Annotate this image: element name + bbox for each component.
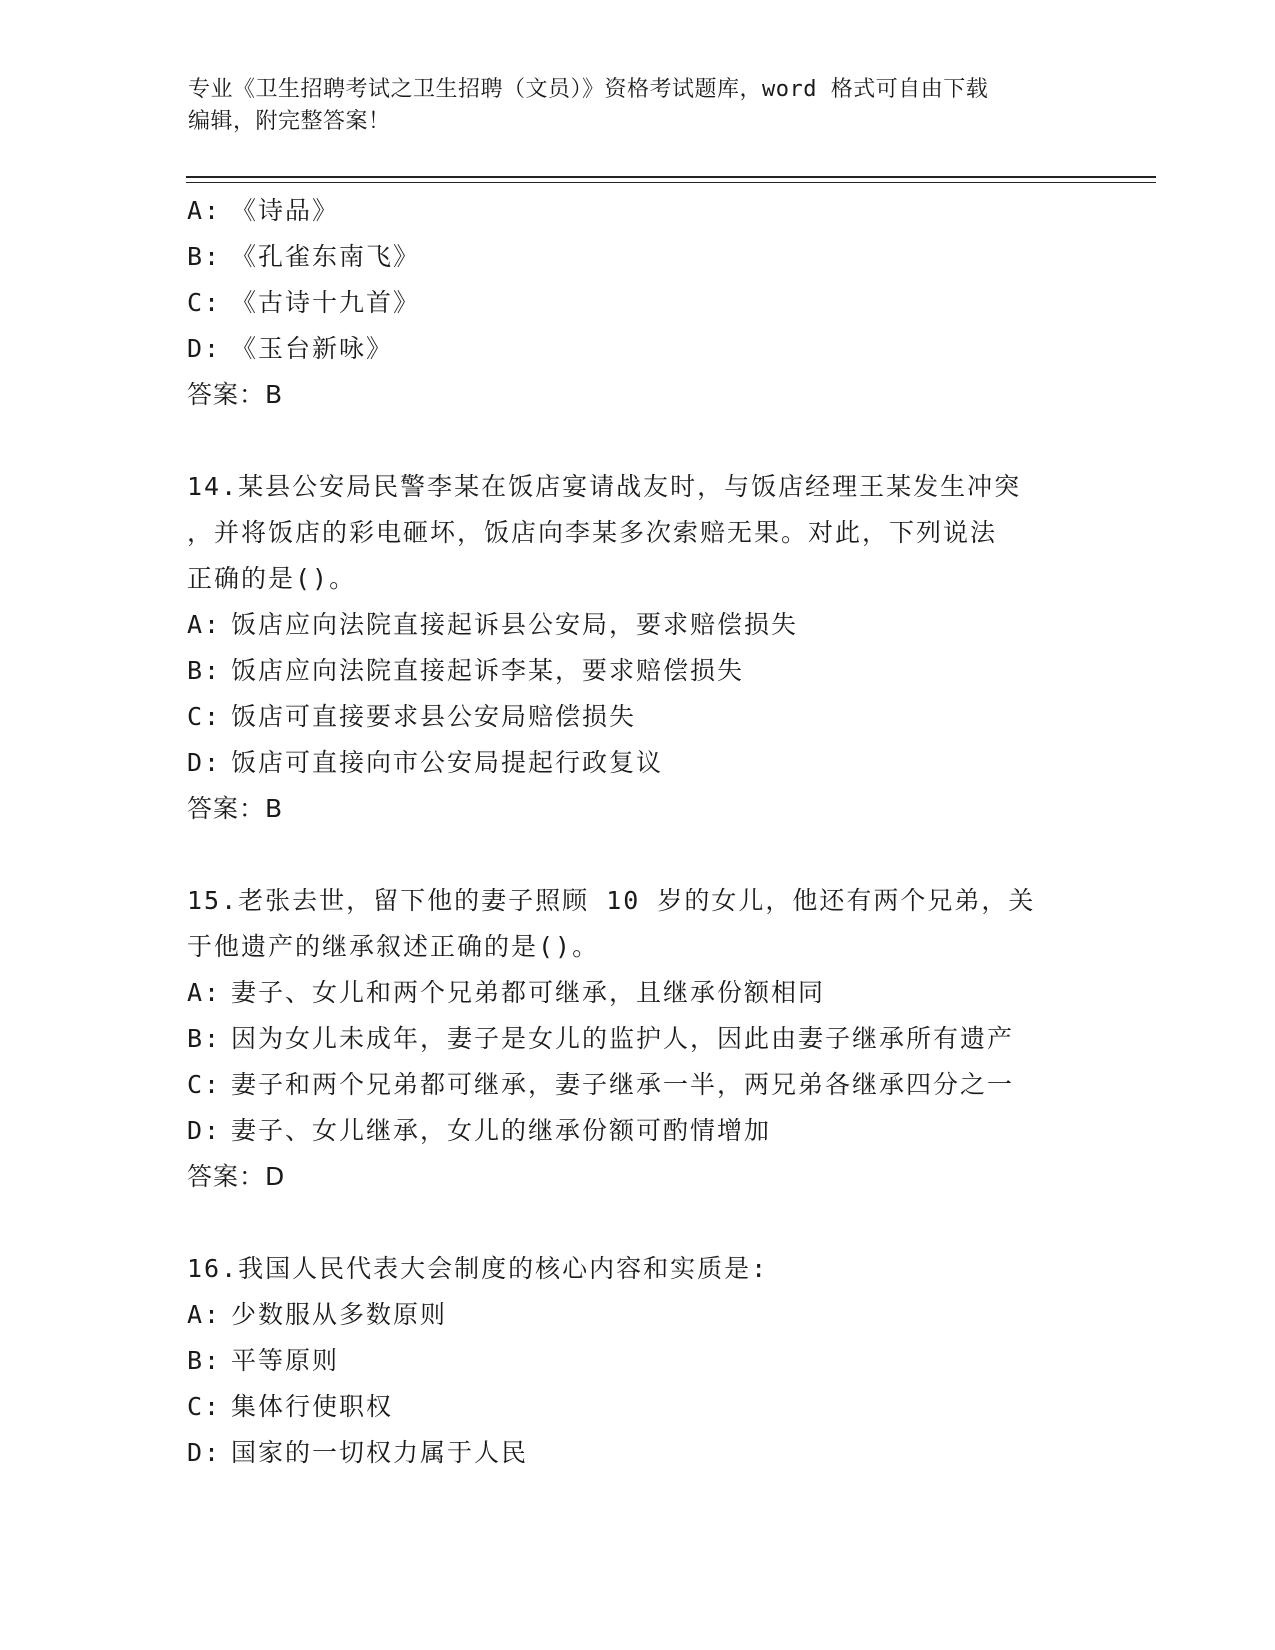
option-c: C: 集体行使职权 xyxy=(187,1392,394,1421)
option-d: D: 妻子、女儿继承，女儿的继承份额可酌情增加 xyxy=(187,1116,772,1145)
question-14 xyxy=(187,464,1087,832)
option-a: A: 妻子、女儿和两个兄弟都可继承，且继承份额相同 xyxy=(187,978,826,1007)
option-c: C: 《古诗十九首》 xyxy=(187,288,421,317)
option-b: B: 饭店应向法院直接起诉李某，要求赔偿损失 xyxy=(187,656,745,685)
option-b: B: 《孔雀东南飞》 xyxy=(187,242,421,271)
header-line-1: 专业《卫生招聘考试之卫生招聘（文员）》资格考试题库，word 格式可自由下载 xyxy=(188,77,989,102)
question-13-continued xyxy=(187,188,1087,418)
question-15 xyxy=(187,878,1087,1200)
option-b: B: 因为女儿未成年，妻子是女儿的监护人，因此由妻子继承所有遗产 xyxy=(187,1024,1015,1053)
answer: 答案：B xyxy=(187,794,284,823)
option-c: C: 妻子和两个兄弟都可继承，妻子继承一半，两兄弟各继承四分之一 xyxy=(187,1070,1015,1099)
question-stem-line: 16.我国人民代表大会制度的核心内容和实质是: xyxy=(187,1254,769,1283)
question-list xyxy=(187,188,1087,1476)
question-stem-line: 于他遗产的继承叙述正确的是()。 xyxy=(187,932,600,961)
question-stem-line: ，并将饭店的彩电砸坏，饭店向李某多次索赔无果。对此，下列说法 xyxy=(187,518,998,547)
header-divider-thick xyxy=(186,176,1156,178)
option-b: B: 平等原则 xyxy=(187,1346,340,1375)
question-16 xyxy=(187,1246,1087,1476)
option-d: D: 饭店可直接向市公安局提起行政复议 xyxy=(187,748,664,777)
answer: 答案：D xyxy=(187,1162,286,1191)
option-d: D: 国家的一切权力属于人民 xyxy=(187,1438,529,1467)
document-header xyxy=(188,74,1068,138)
option-a: A: 饭店应向法院直接起诉县公安局，要求赔偿损失 xyxy=(187,610,799,639)
question-stem-line: 正确的是()。 xyxy=(187,564,357,593)
option-c: C: 饭店可直接要求县公安局赔偿损失 xyxy=(187,702,637,731)
header-line-2: 编辑，附完整答案！ xyxy=(188,109,391,134)
answer: 答案：B xyxy=(187,380,284,409)
option-a: A: 《诗品》 xyxy=(187,196,340,225)
question-stem-line: 15.老张去世，留下他的妻子照顾 10 岁的女儿，他还有两个兄弟，关 xyxy=(187,886,1036,915)
option-a: A: 少数服从多数原则 xyxy=(187,1300,448,1329)
option-d: D: 《玉台新咏》 xyxy=(187,334,394,363)
question-stem-line: 14.某县公安局民警李某在饭店宴请战友时，与饭店经理王某发生冲突 xyxy=(187,472,1022,501)
header-divider-thin xyxy=(186,182,1156,183)
